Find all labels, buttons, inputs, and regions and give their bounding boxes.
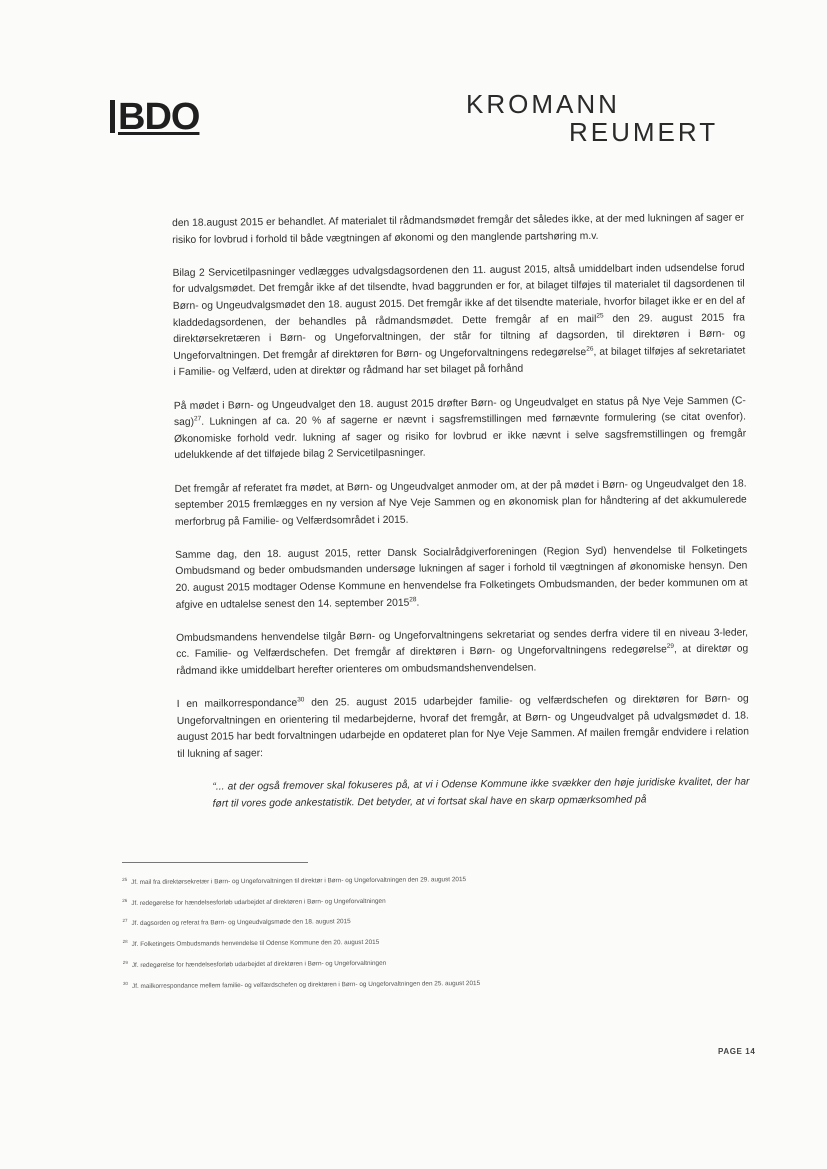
paragraph-text: Bilag 2 Servicetilpasninger vedlægges udvalgsdagsordenen den 11. august 2015, altså umiddelbart inden udsendelse forud for udvalgsmødet. Det fremgår ikke af det tilsendte, hvad baggrunden er for, at bilaget tilføjes til materialet til dagsordenen til Børn- og Ungeudvalgsmødet den 18. august 2015. Det fremgår ikke af det tilsendte materiale, hvorfor bilaget ikke er en del af kladdedagsordenen, der behandles på rådmandsmødet. Dette fremgår af en mail bbox=[172, 262, 745, 329]
paragraph-text: I en mailkorrespondance bbox=[176, 698, 298, 711]
footnote-ref: 30 bbox=[297, 696, 305, 704]
paragraphs bbox=[172, 211, 749, 764]
footnote-number: 30 bbox=[122, 980, 129, 986]
body-text bbox=[172, 211, 750, 830]
footnote-number: 25 bbox=[122, 876, 128, 882]
bdo-logo-bar bbox=[110, 100, 115, 133]
paragraph-text: den 18.august 2015 er behandlet. Af materialet til rådmandsmødet fremgår det således ikke, at der med lukningen af sager er risiko for lovbrud i forhold til både vægtningen af økonomi og den manglende partshøring m.v. bbox=[172, 212, 745, 246]
paragraph bbox=[175, 542, 748, 614]
paragraph-text: den 29. august 2015 fra direktørsekretæren i Børn- og Ungeforvaltningen, der står for tiltning af dagsorden, til direktøren i Børn- og Ungeforvaltningen. Det fremgår af direktøren for Børn- og Ungeforvaltningens redegørelse bbox=[173, 312, 746, 362]
paragraph-text: den 25. august 2015 udarbejder familie- og velfærdschefen og direktøren for Børn- og Ungeforvaltningen en orientering til medarbejderne, hvoraf det fremgår, at Børn- og Ungeudvalget på udvalgsmødet d. 18. august 2015 har bedt forvaltningen udarbejde en opdateret plan for Nye Veje Sammen. Af mailen fremgår endvidere i relation til lukning af sager: bbox=[176, 693, 750, 760]
footnote-ref: 27 bbox=[193, 415, 202, 423]
footnote-text: Jf. dagsorden og referat fra Børn- og Ungeudvalgsmøde den 18. august 2015 bbox=[131, 918, 351, 928]
page-number: PAGE 14 bbox=[718, 1047, 756, 1056]
paragraph-text: . bbox=[416, 597, 420, 609]
paragraph-text: Det fremgår af referatet fra mødet, at Børn- og Ungeudvalget anmoder om, at der på mødet i Børn- og Ungeudvalget den 18. september 2015 fremlægges en ny version af Nye Veje Sammen og en økonomisk plan for håndtering af det akkumulerede merforbrug på Familie- og Velfærdsområdet i 2015. bbox=[174, 477, 747, 528]
footnote bbox=[123, 970, 593, 995]
footnote-text: Jf. redegørelse for hændelsesforløb udarbejdet af direktøren i Børn- og Ungeforvaltningen bbox=[131, 959, 387, 969]
footnote-text: Jf. Folketingets Ombudsmands henvendelse til Odense Kommune den 20. august 2015 bbox=[131, 939, 380, 949]
footnote-ref: 25 bbox=[596, 312, 604, 320]
footnote-text: Jf. redegørelse for hændelsesforløb udarbejdet af direktøren i Børn- og Ungeforvaltningen bbox=[131, 897, 386, 907]
footnote-number: 28 bbox=[122, 939, 128, 945]
paragraph-text: , at bilaget tilføjes af sekretariatet i Familie- og Velfærd, uden at direktør og rådmand har set bilaget på forhånd bbox=[173, 345, 746, 379]
footnote-ref: 26 bbox=[586, 345, 594, 353]
footnote-ref: 28 bbox=[409, 595, 417, 603]
logo-line-kromann: KROMANN bbox=[466, 89, 620, 119]
footnote-ref: 29 bbox=[666, 643, 675, 651]
bdo-logo bbox=[110, 97, 214, 137]
footnote-number: 26 bbox=[122, 897, 128, 903]
paragraph bbox=[176, 625, 748, 680]
quote: “... at der også fremover skal fokuseres på, at vi i Odense Kommune ikke svækker den høje juridiske kvalitet, der har ført til vores gode ankestatistik. Det betyder, at vi fortsat skal have en skarp opmærksomhed på bbox=[212, 776, 750, 810]
footnotes bbox=[122, 867, 593, 995]
footnote-number: 27 bbox=[122, 918, 128, 924]
paragraph-text: . Lukningen af ca. 20 % af sagerne er nævnt i sagsfremstillingen med førnævnte formulering (se citat ovenfor). Økonomiske forhold vedr. lukning af sager og risiko for lovbrud er ikke nævnt i selve sagsfremstillingen og fremgår udelukkende af det tilføjede bilag 2 Servicetilpasninger. bbox=[174, 411, 747, 462]
paragraph bbox=[172, 260, 745, 382]
paragraph-text: , at direktør og rådmand ikke umiddelbart herefter orienteres om ombudsmandshenvendelsen. bbox=[176, 643, 749, 678]
paragraph-text: Ombudsmandens henvendelse tilgår Børn- og Ungeforvaltningens sekretariat og sendes derfra videre til en niveau 3-leder, cc. Familie- og Velfærdschefen. Det fremgår af direktøren i Børn- og Ungeforvaltningens redegørelse bbox=[176, 627, 749, 661]
kromann-reumert-logo bbox=[466, 89, 719, 147]
logo-line-reumert: REUMERT bbox=[569, 117, 719, 147]
paragraph bbox=[177, 692, 750, 764]
footnote-number: 29 bbox=[122, 959, 128, 965]
bdo-logo-text: BDO bbox=[118, 96, 200, 138]
footnote-divider bbox=[122, 862, 308, 863]
footnote-text: Jf. mail fra direktørsekretær i Børn- og Ungeforvaltningen til direktør i Børn- og Ungeforvaltningen den 29. august 2015 bbox=[131, 876, 467, 887]
paragraph bbox=[172, 211, 744, 250]
paragraph bbox=[174, 393, 747, 465]
paragraph-text: Samme dag, den 18. august 2015, retter Dansk Socialrådgiverforeningen (Region Syd) henvendelse til Folketingets Ombudsmand og beder ombudsmanden undersøge lukningen af sager i forhold til vægtningen af økonomiske hensyn. Den 20. august 2015 modtager Odense Kommune en henvendelse fra Folketingets Ombudsmanden, der beder kommunen om at afgive en udtalelse senest den 14. september 2015 bbox=[175, 544, 748, 611]
paragraph bbox=[175, 476, 747, 531]
paragraph-text: På mødet i Børn- og Ungeudvalget den 18. august 2015 drøfter Børn- og Ungeudvalget en status på Nye Veje Sammen (C-sag) bbox=[173, 395, 746, 429]
footnote-text: Jf. mailkorrespondance mellem familie- og velfærdschefen og direktøren i Børn- og Ungeforvaltningen den 25. august 2015 bbox=[131, 979, 481, 990]
